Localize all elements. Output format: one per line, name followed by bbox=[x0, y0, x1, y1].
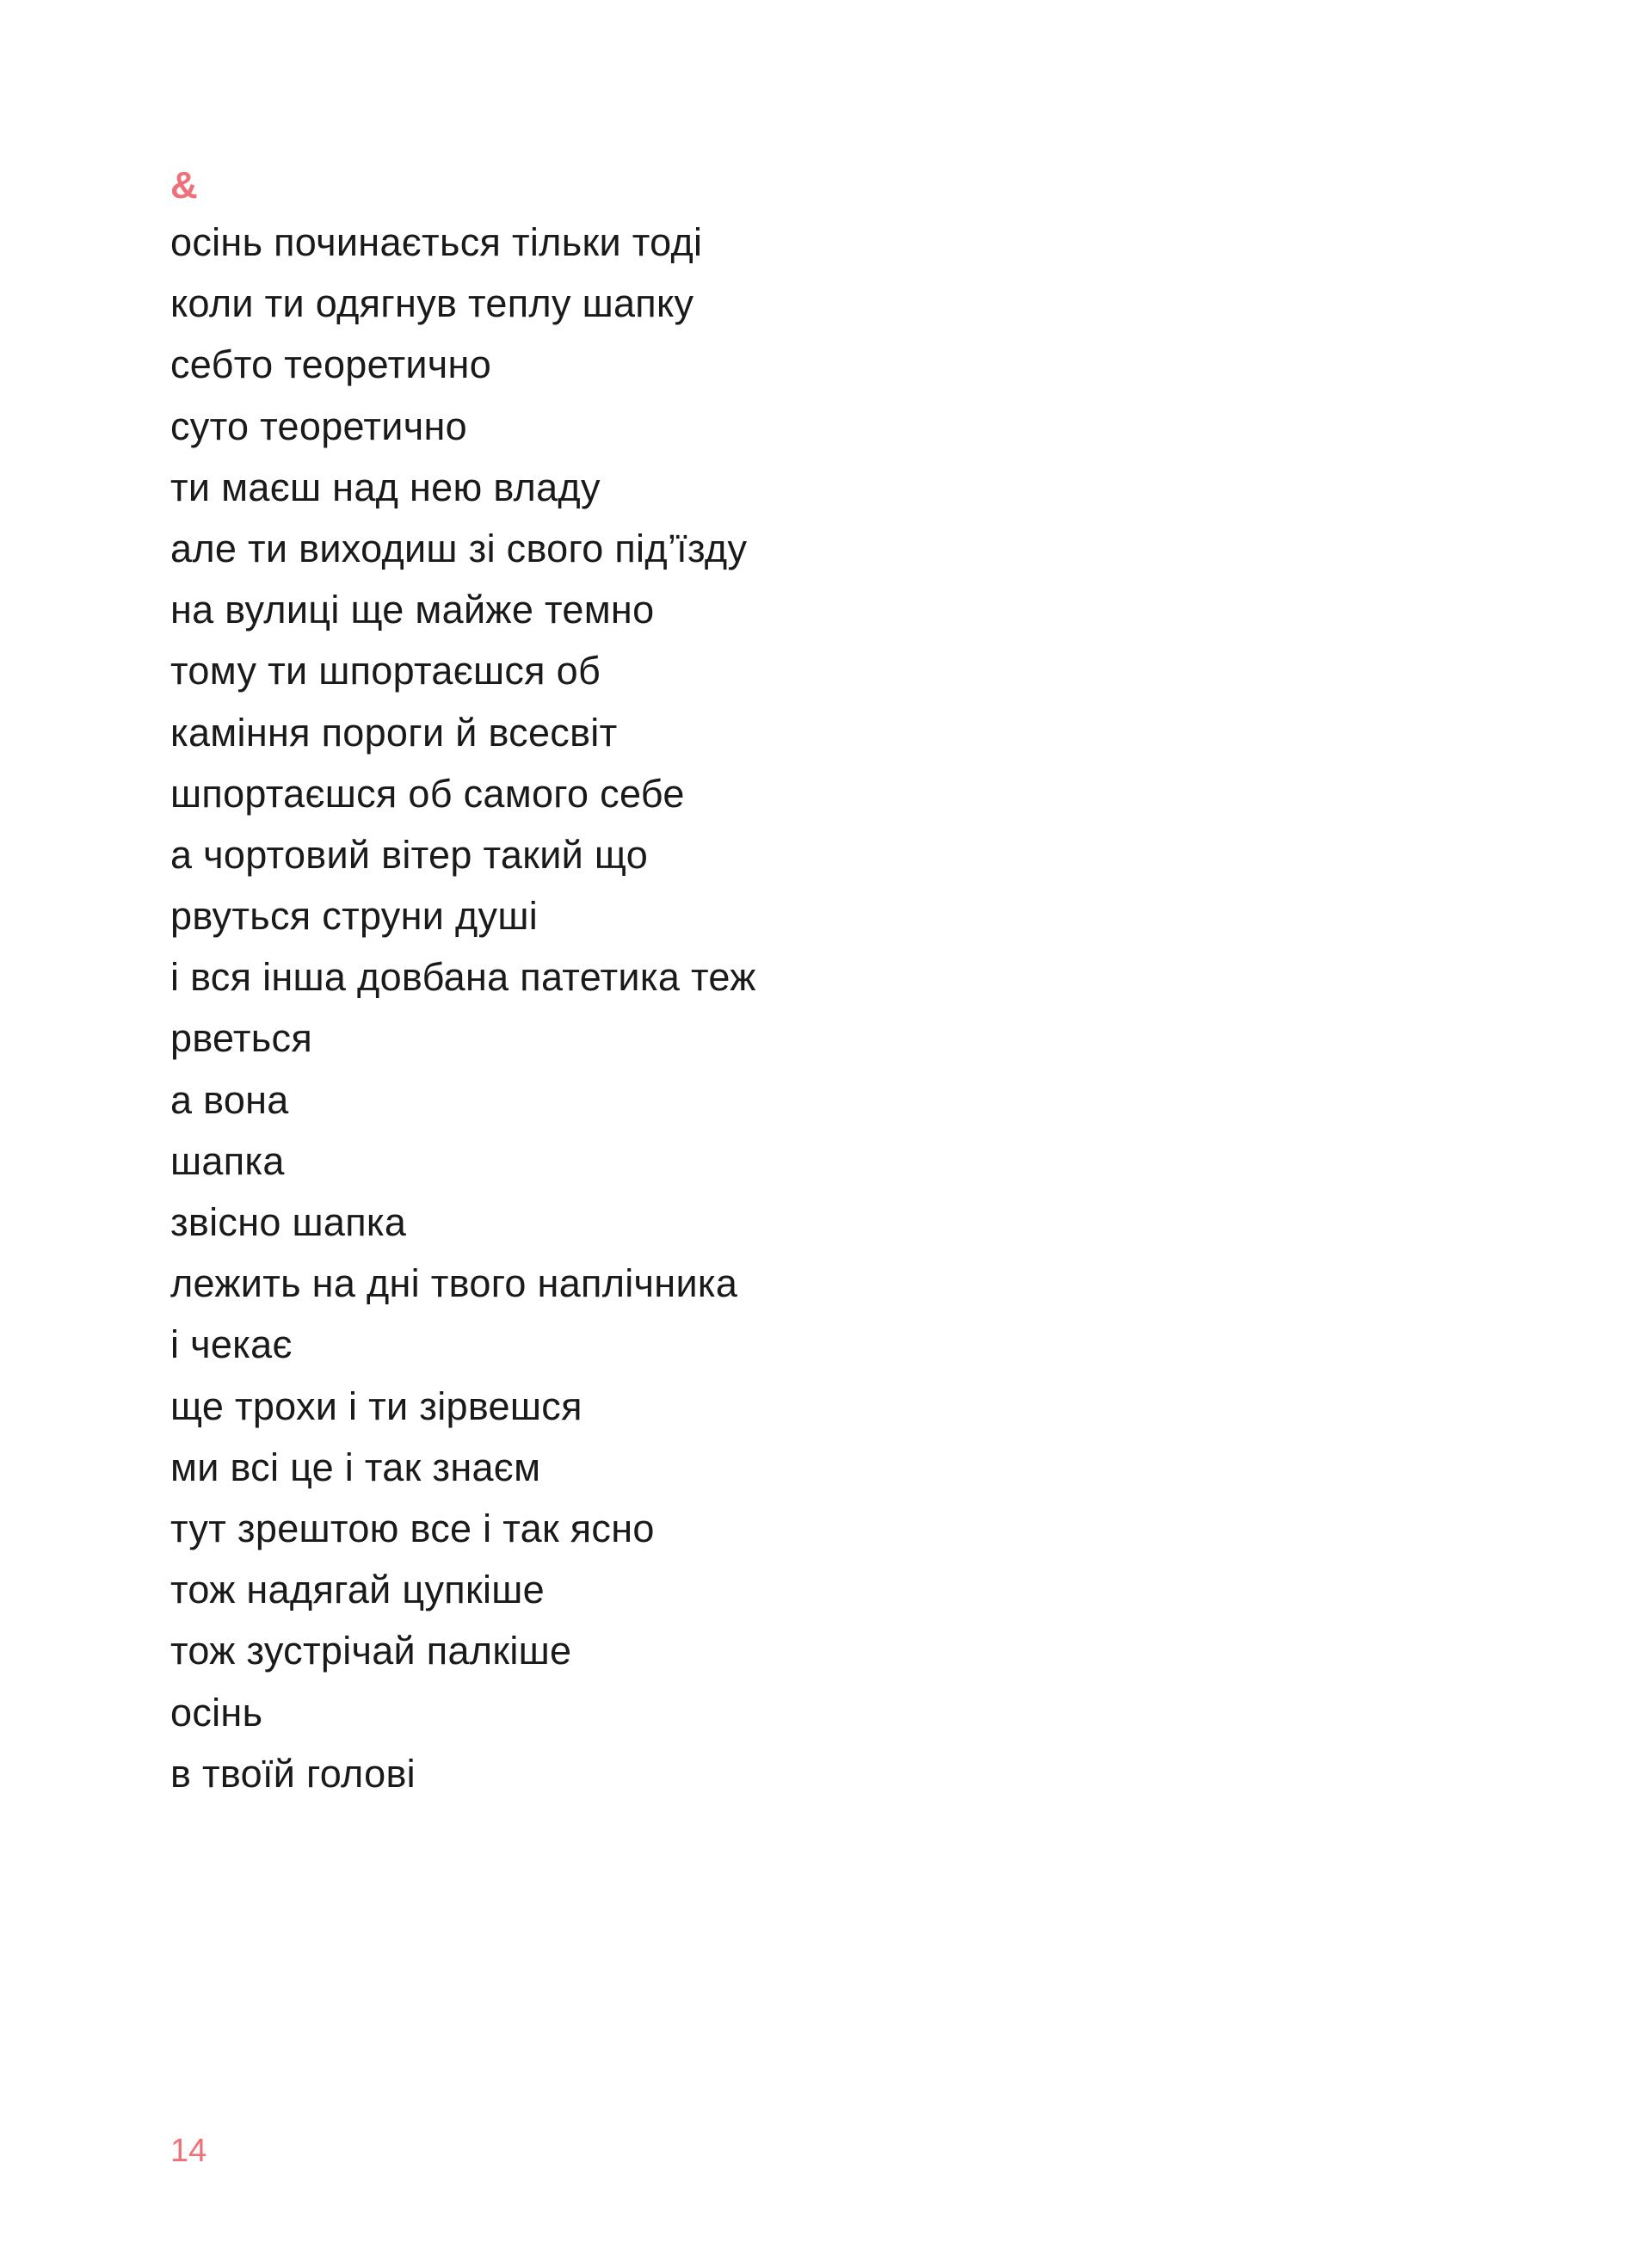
poem-line: себто теоретично bbox=[170, 342, 492, 387]
poem-line: лежить на дні твого наплічника bbox=[170, 1261, 738, 1306]
page-number: 14 bbox=[170, 2133, 207, 2169]
poem-line: рветься bbox=[170, 1016, 312, 1061]
poem-line: і чекає bbox=[170, 1322, 293, 1367]
poem-lines bbox=[170, 212, 1547, 1804]
poem-line: осінь починається тільки тоді bbox=[170, 220, 703, 264]
poem-line: тут зрештою все і так ясно bbox=[170, 1506, 655, 1550]
poem-line: каміння пороги й всесвіт bbox=[170, 710, 618, 755]
poem-line: коли ти одягнув теплу шапку bbox=[170, 281, 694, 326]
poem-line: але ти виходиш зі свого під’їзду bbox=[170, 526, 748, 570]
poem-line: ти маєш над нею владу bbox=[170, 465, 601, 509]
ampersand-ornament: & bbox=[170, 164, 198, 206]
poem-line: а чортовий вітер такий що bbox=[170, 832, 649, 877]
poem-line: шпортаєшся об самого себе bbox=[170, 771, 685, 816]
poem-line: тому ти шпортаєшся об bbox=[170, 649, 601, 693]
poem-line: на вулиці ще майже темно bbox=[170, 588, 655, 632]
poem-line: а вона bbox=[170, 1077, 289, 1122]
poem-line: звісно шапка bbox=[170, 1200, 407, 1244]
poem-line: шапка bbox=[170, 1138, 285, 1183]
poem bbox=[170, 160, 1547, 1804]
poem-line: суто теоретично bbox=[170, 404, 467, 448]
poem-line: рвуться струни душі bbox=[170, 894, 539, 939]
poem-line: в твоїй голові bbox=[170, 1751, 416, 1796]
poem-line: ще трохи і ти зірвешся bbox=[170, 1383, 583, 1428]
poem-line: тож зустрічай палкіше bbox=[170, 1629, 572, 1673]
poem-line: тож надягай цупкіше bbox=[170, 1568, 545, 1612]
poem-line: і вся інша довбана патетика теж bbox=[170, 955, 756, 1000]
poem-line: осінь bbox=[170, 1690, 263, 1735]
poem-line: ми всі це і так знаєм bbox=[170, 1445, 541, 1489]
